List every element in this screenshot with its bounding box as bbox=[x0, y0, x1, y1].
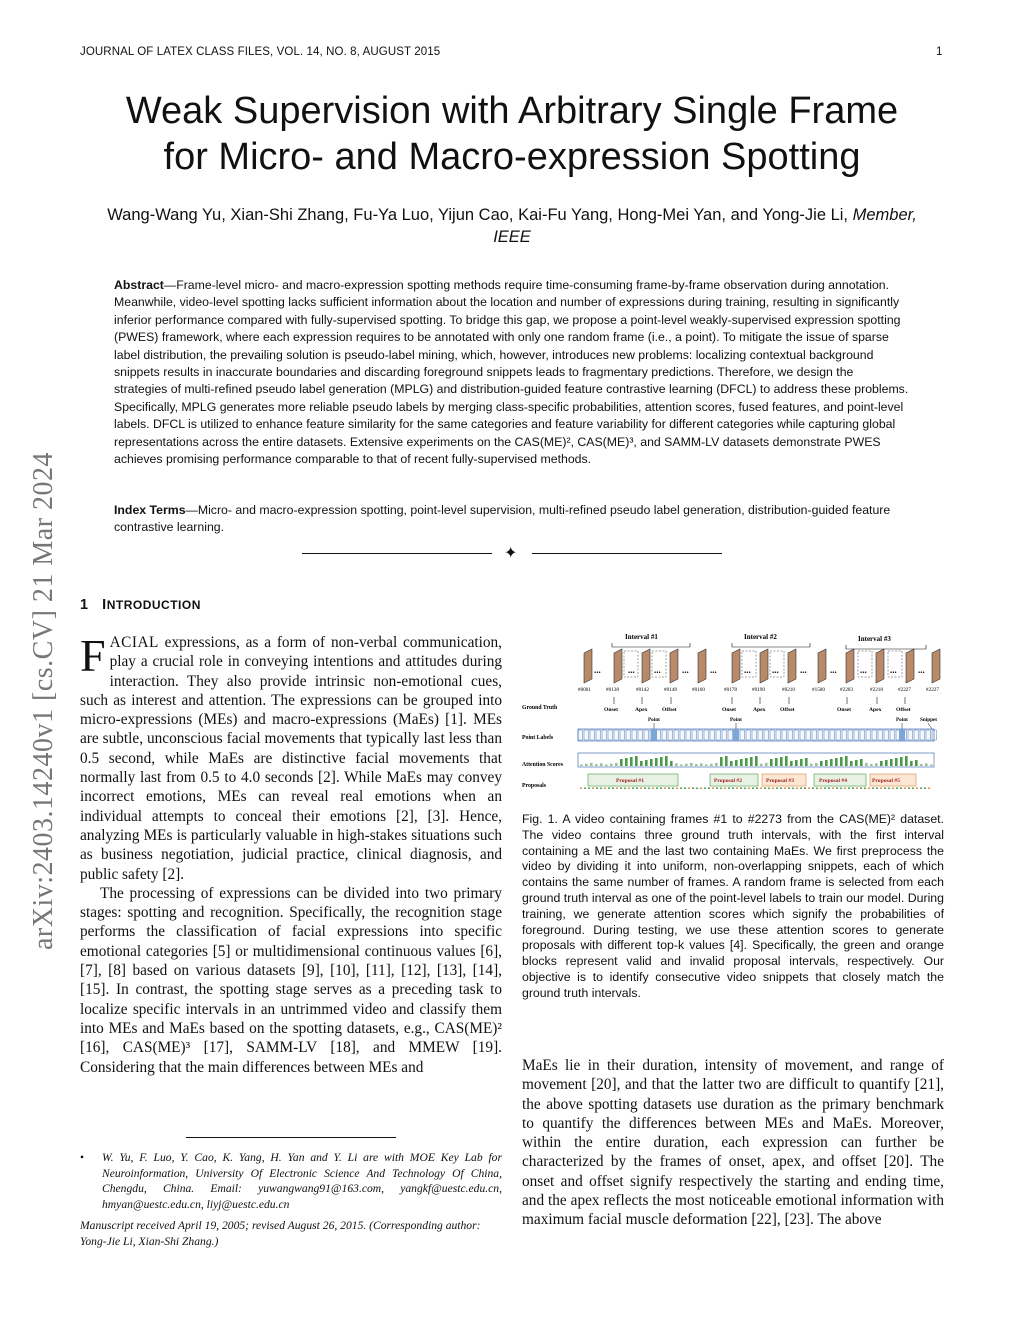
row-label-ground-truth: Ground Truth bbox=[522, 705, 558, 711]
ellipsis-11: ... bbox=[890, 665, 897, 675]
proposal-label-2: Proposal #2 bbox=[714, 778, 743, 784]
frame-id-9: #1500 bbox=[812, 687, 825, 693]
proposal-dot bbox=[732, 788, 734, 789]
proposal-dot bbox=[832, 788, 834, 789]
proposal-dot bbox=[784, 788, 786, 789]
offset-2: Offset bbox=[780, 707, 795, 713]
proposals-row bbox=[580, 774, 930, 789]
point-markers bbox=[648, 717, 937, 723]
proposal-dot bbox=[792, 788, 794, 789]
proposal-dot bbox=[824, 788, 826, 789]
first-word: ACIAL bbox=[109, 634, 159, 651]
proposal-dot bbox=[800, 788, 802, 789]
frame-ids bbox=[578, 687, 939, 693]
attention-bar bbox=[645, 760, 648, 766]
proposal-dots bbox=[580, 788, 930, 789]
footnote-text: W. Yu, F. Luo, Y. Cao, K. Yang, H. Yan and Y. Li are with MOE Key Lab for Neuroinformation, University Of Electronic Science And Technology Of China, Chengdu, China. Email: yuwangwang91@163.com, yangkf@uestc.edu.cn, hmyan@uestc.edu.cn, liyj@uestc.edu.cn bbox=[102, 1151, 502, 1211]
proposal-dot bbox=[708, 788, 710, 789]
row-labels bbox=[522, 705, 564, 789]
proposal-label-5: Proposal #5 bbox=[872, 778, 901, 784]
proposal-dot bbox=[928, 788, 930, 789]
proposal-dot bbox=[636, 788, 638, 789]
attention-bar bbox=[595, 764, 598, 766]
attention-bar bbox=[700, 763, 703, 766]
proposal-dot bbox=[924, 788, 926, 789]
proposal-dot bbox=[844, 788, 846, 789]
attention-bar bbox=[885, 760, 888, 766]
attention-bar bbox=[705, 765, 708, 767]
proposal-dot bbox=[672, 788, 674, 789]
frame-id-5: #0160 bbox=[692, 687, 705, 693]
proposal-dot bbox=[612, 788, 614, 789]
proposal-dot bbox=[752, 788, 754, 789]
attention-bar bbox=[750, 757, 753, 766]
divider-right bbox=[532, 553, 722, 554]
ellipsis-2: ... bbox=[628, 665, 635, 675]
proposal-dot bbox=[604, 788, 606, 789]
figure-caption: Fig. 1. A video containing frames #1 to #2273 from the CAS(ME)² dataset. The video contains three ground truth intervals, with the first interval containing a ME and the last two containing MaEs. We first preprocess the video by dividing it into uniform, non-overlapping snippets, each of which contains the same number of frames. A random frame is selected from each ground truth interval as one of the point-level labels to train our model. During training, we generate attention scores which signify the probabilities of foreground. During testing, we use these attention scores to generate proposals with different top-k values [4]. Specifically, the green and orange blocks represent valid and invalid proposal intervals, respectively. Our objective is to identify consecutive video snippets that closely match the ground truth intervals. bbox=[522, 812, 944, 1000]
proposal-dot bbox=[704, 788, 706, 789]
attention-bar bbox=[915, 760, 918, 766]
proposal-dot bbox=[756, 788, 758, 789]
proposal-dot bbox=[640, 788, 642, 789]
attention-bar bbox=[865, 763, 868, 766]
frame-11 bbox=[876, 649, 884, 683]
offset-1: Offset bbox=[662, 707, 677, 713]
attention-bar bbox=[740, 759, 743, 766]
point-pointers bbox=[654, 723, 932, 729]
proposal-dot bbox=[908, 788, 910, 789]
attention-bar bbox=[825, 760, 828, 766]
title-line-1: Weak Supervision with Arbitrary Single Frame bbox=[125, 90, 899, 132]
attention-bar bbox=[590, 763, 593, 766]
proposal-dot bbox=[840, 788, 842, 789]
frame-2 bbox=[614, 649, 622, 683]
proposal-dot bbox=[632, 788, 634, 789]
frame-id-8: #0210 bbox=[782, 687, 795, 693]
attention-bar bbox=[730, 761, 733, 766]
divider-left bbox=[302, 553, 492, 554]
frame-id-12: #2227 bbox=[898, 687, 911, 693]
attention-bar bbox=[680, 765, 683, 767]
intro-p1-text: expressions, as a form of non-verbal communication, play a crucial role in conveying intentions and attitudes during interaction. They also provide intrinsic non-emotional cues, such as interest and attention. The expressions can be grouped into micro-expressions (MEs) and macro-expressions (MaEs) [1]. MEs are subtle, unconscious facial movements that typically last less than 0.5 second, while MaEs are distinctive facial movements that normally last from 0.5 to 4.0 seconds [2]. While MaEs may convey incorrect emotions, MEs can reveal real emotions when an individual attempts to conceal their emotions [2], [3]. Hence, analyzing MEs is particularly valuable in high-stakes situations such as business negotiation, judicial practice, clinical diagnosis, and public safety [2]. bbox=[80, 634, 502, 883]
frame-id-4: #0148 bbox=[664, 687, 677, 693]
proposal-dot bbox=[608, 788, 610, 789]
attention-bar bbox=[930, 765, 933, 767]
attention-bar bbox=[920, 764, 923, 766]
proposal-dot bbox=[616, 788, 618, 789]
frame-id-3: #0142 bbox=[636, 687, 649, 693]
attention-bar bbox=[735, 760, 738, 766]
author-names: Wang-Wang Yu, Xian-Shi Zhang, Fu-Ya Luo, Yijun Cao, Kai-Fu Yang, Hong-Mei Yan, and Yong-Jie Li, bbox=[107, 206, 849, 224]
point-strip-frame bbox=[578, 729, 934, 741]
affiliation-footnote bbox=[80, 1150, 502, 1212]
attention-bar bbox=[925, 763, 928, 766]
attention-bar bbox=[710, 764, 713, 766]
arxiv-stamp: arXiv:2403.14240v1 [cs.CV] 21 Mar 2024 bbox=[28, 451, 59, 950]
frame-id-1: #0001 bbox=[578, 687, 591, 693]
frame-id-10: #2203 bbox=[840, 687, 853, 693]
bullet-icon: • bbox=[80, 1151, 85, 1164]
proposal-dot bbox=[656, 788, 658, 789]
attention-bar bbox=[790, 761, 793, 766]
ellipsis-6: ... bbox=[744, 665, 751, 675]
frame-strip bbox=[584, 649, 940, 683]
frame-4 bbox=[670, 649, 678, 683]
frame-7 bbox=[760, 649, 768, 683]
bracket-3 bbox=[846, 645, 926, 649]
proposal-dot bbox=[720, 788, 722, 789]
attention-bar bbox=[655, 758, 658, 766]
bracket-2 bbox=[732, 643, 810, 647]
attention-bar bbox=[870, 764, 873, 766]
proposal-dot bbox=[596, 788, 598, 789]
proposal-dot bbox=[688, 788, 690, 789]
proposal-dot bbox=[592, 788, 594, 789]
attention-bar bbox=[755, 756, 758, 766]
attention-bar bbox=[760, 764, 763, 766]
frame-9 bbox=[818, 649, 826, 683]
interval-label-1: Interval #1 bbox=[625, 633, 658, 641]
author-membership: Member, IEEE bbox=[493, 206, 917, 246]
proposal-dot bbox=[780, 788, 782, 789]
apex-3: Apex bbox=[869, 707, 882, 713]
attention-bar bbox=[880, 761, 883, 766]
row-label-attention: Attention Scores bbox=[522, 762, 563, 768]
attention-bar bbox=[855, 760, 858, 766]
figure-1 bbox=[520, 625, 944, 795]
ellipsis-8: ... bbox=[800, 665, 807, 675]
author-list bbox=[90, 204, 934, 248]
proposal-dot bbox=[816, 788, 818, 789]
onset-1: Onset bbox=[604, 707, 618, 713]
row-label-point-labels: Point Labels bbox=[522, 735, 554, 741]
point-mark-2 bbox=[733, 729, 739, 741]
section-heading bbox=[80, 597, 201, 613]
proposal-dot bbox=[652, 788, 654, 789]
attention-bar bbox=[840, 757, 843, 766]
proposal-dot bbox=[724, 788, 726, 789]
proposal-dot bbox=[868, 788, 870, 789]
proposal-dot bbox=[624, 788, 626, 789]
attention-bar bbox=[600, 763, 603, 766]
intro-paragraph-3: MaEs lie in their duration, intensity of movement, and range of movement [20], and that the latter two are difficult to quantify [21], the above spotting datasets use duration as the primary benchmark to quantify the differences between MEs and MaEs. Moreover, within the entire duration, each expression can further be characterized by the frames of onset, apex, and offset [20]. The onset and offset signify respectively the starting and ending time, and the apex reflects the most noticeable emotional information with maximum facial muscle deformation [22], [23]. The above bbox=[522, 1057, 944, 1229]
proposal-dot bbox=[808, 788, 810, 789]
attention-bar bbox=[715, 763, 718, 766]
proposal-dot bbox=[900, 788, 902, 789]
title-line-2: for Micro- and Macro-expression Spotting bbox=[163, 136, 861, 178]
frame-10 bbox=[846, 649, 854, 683]
proposal-dot bbox=[852, 788, 854, 789]
proposal-dot bbox=[804, 788, 806, 789]
proposal-dot bbox=[600, 788, 602, 789]
frame-id-7: #0190 bbox=[752, 687, 765, 693]
proposal-dot bbox=[628, 788, 630, 789]
section-title-cap: I bbox=[102, 597, 107, 613]
attention-bar bbox=[820, 761, 823, 766]
row-label-proposals: Proposals bbox=[522, 783, 547, 789]
drop-cap: F bbox=[80, 630, 106, 681]
ellipsis-5: ... bbox=[710, 665, 717, 675]
attention-bar bbox=[765, 763, 768, 766]
attention-bar bbox=[615, 763, 618, 766]
proposal-dot bbox=[876, 788, 878, 789]
attention-bar bbox=[630, 757, 633, 766]
attention-bar bbox=[875, 763, 878, 766]
point-label-1: Point bbox=[648, 717, 660, 723]
right-column bbox=[522, 1056, 944, 1230]
proposal-dot bbox=[836, 788, 838, 789]
proposal-dot bbox=[588, 788, 590, 789]
proposal-dot bbox=[700, 788, 702, 789]
attention-bar bbox=[860, 759, 863, 766]
frame-id-13: #2227 bbox=[926, 687, 939, 693]
point-mark-3 bbox=[899, 729, 905, 741]
attention-bar bbox=[745, 758, 748, 766]
proposal-dot bbox=[736, 788, 738, 789]
attention-bar bbox=[675, 763, 678, 766]
point-label-2: Point bbox=[730, 717, 742, 723]
attention-bar bbox=[580, 765, 583, 767]
ellipsis-10: ... bbox=[860, 665, 867, 675]
proposal-dot bbox=[644, 788, 646, 789]
abstract: Abstract—Frame-level micro- and macro-expression spotting methods require time-consuming frame-by-frame observation during annotation. Meanwhile, video-level spotting lacks sufficient information about the location and number of expressions during training, resulting in significantly inferior performance compared with fully-supervised spotting. To bridge this gap, we propose a point-level weakly-supervised expression spotting (PWES) framework, where each expression requires to be annotated with only one random frame (i.e., a point). To mitigate the issue of sparse label distribution, the prevailing solution is pseudo-label mining, which, however, introduces new problems: localizing contextual background snippets results in inaccurate boundaries and discarding foreground snippets leads to fragmentary predictions. Therefore, we design the strategies of multi-refined pseudo label generation (MPLG) and distribution-guided feature contrastive learning (DFCL) to address these problems. Specifically, MPLG generates more reliable pseudo labels by merging class-specific probabilities, attention scores, fused features, and point-level labels. DFCL is utilized to enhance feature similarity for the same categories and feature variability for different categories while capturing global representations across the entire datasets. Extensive experiments on the CAS(ME)², CAS(ME)³, and SAMM-LV datasets demonstrate PWES achieves promising performance comparable to that of recent fully-supervised methods. bbox=[114, 278, 909, 467]
proposal-dot bbox=[668, 788, 670, 789]
proposal-dot bbox=[776, 788, 778, 789]
proposal-dot bbox=[696, 788, 698, 789]
proposal-dot bbox=[684, 788, 686, 789]
abstract-text: Frame-level micro- and macro-expression spotting methods require time-consuming frame-by-frame observation during annotation. Meanwhile, video-level spotting lacks sufficient information about the location and number of expressions during training, resulting in significantly inferior performance compared with fully-supervised spotting. To bridge this gap, we propose a point-level weakly-supervised expression spotting (PWES) framework, where each expression requires to be annotated with only one random frame (i.e., a point). To mitigate the issue of sparse label distribution, the prevailing solution is pseudo-label mining, which, however, introduces new problems: localizing contextual background snippets results in inaccurate boundaries and discarding foreground snippets leads to fragmentary predictions. Therefore, we design the strategies of multi-refined pseudo label generation (MPLG) and distribution-guided feature contrastive learning (DFCL) to address these problems. Specifically, MPLG generates more reliable pseudo labels by merging class-specific probabilities, attention scores, fused features, and point-level labels. DFCL is utilized to enhance feature similarity for the same categories and feature variability for different categories while capturing global representations across the entire datasets. Extensive experiments on the CAS(ME)², CAS(ME)³, and SAMM-LV datasets demonstrate PWES achieves promising performance comparable to that of recent fully-supervised methods. bbox=[114, 278, 909, 467]
attention-bar bbox=[900, 757, 903, 766]
attention-bar bbox=[890, 759, 893, 766]
proposal-dot bbox=[748, 788, 750, 789]
attention-bar bbox=[620, 759, 623, 766]
point-mark-1 bbox=[651, 729, 657, 741]
frame-5 bbox=[698, 649, 706, 683]
proposal-dot bbox=[828, 788, 830, 789]
proposal-dot bbox=[760, 788, 762, 789]
proposal-label-3: Proposal #3 bbox=[766, 778, 795, 784]
keyframe-arrows bbox=[614, 697, 905, 704]
attention-bar bbox=[830, 759, 833, 766]
proposal-dot bbox=[648, 788, 650, 789]
attention-bar bbox=[775, 758, 778, 766]
attention-bar bbox=[845, 756, 848, 766]
proposal-dot bbox=[860, 788, 862, 789]
proposal-dot bbox=[692, 788, 694, 789]
proposal-dot bbox=[712, 788, 714, 789]
attention-bar bbox=[725, 756, 728, 766]
attention-bar bbox=[780, 757, 783, 766]
point-label-strip bbox=[578, 729, 936, 741]
proposal-dot bbox=[880, 788, 882, 789]
proposal-dot bbox=[584, 788, 586, 789]
frame-id-11: #2218 bbox=[870, 687, 883, 693]
proposal-label-1: Proposal #1 bbox=[616, 778, 645, 784]
frame-id-2: #0138 bbox=[606, 687, 619, 693]
proposal-dot bbox=[740, 788, 742, 789]
intro-paragraph-1 bbox=[80, 630, 502, 884]
left-column bbox=[80, 630, 502, 1077]
running-header: JOURNAL OF LATEX CLASS FILES, VOL. 14, NO. 8, AUGUST 2015 bbox=[80, 46, 441, 58]
keyframe-labels bbox=[604, 707, 911, 713]
interval-brackets bbox=[612, 643, 926, 649]
onset-3: Onset bbox=[837, 707, 851, 713]
frame-6 bbox=[732, 649, 740, 683]
attention-bar bbox=[635, 756, 638, 766]
proposal-dot bbox=[912, 788, 914, 789]
attention-bar bbox=[910, 761, 913, 766]
attention-bar bbox=[625, 758, 628, 766]
pointer-4 bbox=[928, 723, 932, 729]
ellipsis-12: ... bbox=[918, 665, 925, 675]
proposal-dot bbox=[768, 788, 770, 789]
paper-title bbox=[60, 88, 964, 180]
proposal-dot bbox=[872, 788, 874, 789]
proposal-dot bbox=[884, 788, 886, 789]
proposal-dot bbox=[788, 788, 790, 789]
proposal-dot bbox=[664, 788, 666, 789]
attention-bar bbox=[835, 758, 838, 766]
interval-label-3: Interval #3 bbox=[858, 635, 891, 643]
proposal-dot bbox=[916, 788, 918, 789]
offset-3: Offset bbox=[896, 707, 911, 713]
frame-12 bbox=[906, 649, 914, 683]
proposal-dot bbox=[856, 788, 858, 789]
attention-bar bbox=[650, 759, 653, 766]
proposal-dot bbox=[728, 788, 730, 789]
footnote-rule bbox=[186, 1137, 396, 1138]
proposal-dot bbox=[796, 788, 798, 789]
attention-bar bbox=[810, 764, 813, 766]
point-label-3: Point bbox=[896, 717, 908, 723]
ellipsis-7: ... bbox=[772, 665, 779, 675]
proposal-label-4: Proposal #4 bbox=[819, 778, 848, 784]
attention-bar bbox=[905, 756, 908, 766]
page-number: 1 bbox=[936, 46, 943, 58]
attention-bar bbox=[685, 764, 688, 766]
proposal-dot bbox=[764, 788, 766, 789]
section-number: 1 bbox=[80, 597, 89, 613]
attention-bar bbox=[695, 764, 698, 766]
proposal-dot bbox=[920, 788, 922, 789]
frame-8 bbox=[788, 649, 796, 683]
frame-id-6: #0178 bbox=[724, 687, 737, 693]
onset-2: Onset bbox=[722, 707, 736, 713]
index-terms-label: Index Terms bbox=[114, 503, 186, 517]
attention-bar bbox=[640, 761, 643, 766]
proposal-dot bbox=[896, 788, 898, 789]
abstract-label: Abstract bbox=[114, 278, 164, 292]
attention-bar bbox=[815, 763, 818, 766]
proposal-dot bbox=[676, 788, 678, 789]
attention-bar bbox=[660, 757, 663, 766]
apex-1: Apex bbox=[635, 707, 648, 713]
attention-bar bbox=[770, 759, 773, 766]
attention-bar bbox=[805, 758, 808, 766]
index-terms-text: Micro- and macro-expression spotting, point-level supervision, multi-refined pseudo label generation, distribution-guided feature contrastive learning. bbox=[114, 503, 891, 535]
ellipsis-9: ... bbox=[830, 665, 837, 675]
attention-bar bbox=[800, 759, 803, 766]
section-title-rest: NTRODUCTION bbox=[106, 598, 201, 612]
attention-bar bbox=[795, 760, 798, 766]
attention-bar bbox=[690, 763, 693, 766]
attention-bar bbox=[895, 758, 898, 766]
interval-label-2: Interval #2 bbox=[744, 633, 777, 641]
bracket-1 bbox=[612, 643, 690, 647]
proposal-dot bbox=[848, 788, 850, 789]
proposal-dot bbox=[812, 788, 814, 789]
attention-bar bbox=[670, 761, 673, 766]
proposal-dot bbox=[680, 788, 682, 789]
attention-bar bbox=[850, 761, 853, 766]
attention-bar bbox=[785, 756, 788, 766]
ellipsis-3: ... bbox=[654, 665, 661, 675]
proposal-dot bbox=[660, 788, 662, 789]
attention-bar bbox=[585, 764, 588, 766]
intro-paragraph-2: The processing of expressions can be divided into two primary stages: spotting and recognition. Specifically, the recognition stage performs the classification of facial expressions into specific emotional categories [5] or multidimensional continuous values [6], [7], [8] based on various datasets [9], [10], [11], [12], [13], [14], [15]. In contrast, the spotting stage serves as a preceding task to localize specific intervals in an untrimmed video and classify them into MEs and MaEs based on the spotting datasets, e.g., CAS(ME)² [16], CAS(ME)³ [17], SAMM-LV [18], and MMEW [19]. Considering that the main differences between MEs and bbox=[80, 884, 502, 1076]
snippet-label: Snippet bbox=[920, 717, 938, 723]
ellipsis-4: ... bbox=[682, 665, 689, 675]
proposal-dot bbox=[772, 788, 774, 789]
manuscript-note: Manuscript received April 19, 2005; revised August 26, 2015. (Corresponding author: Yong-Jie Li, Xian-Shi Zhang.) bbox=[80, 1219, 481, 1248]
proposal-dot bbox=[716, 788, 718, 789]
attention-bar bbox=[665, 756, 668, 766]
proposal-dot bbox=[892, 788, 894, 789]
proposal-dot bbox=[888, 788, 890, 789]
proposal-dot bbox=[904, 788, 906, 789]
proposal-dot bbox=[620, 788, 622, 789]
frame-1 bbox=[584, 649, 592, 683]
divider-diamond-icon: ✦ bbox=[504, 543, 518, 562]
proposal-dot bbox=[864, 788, 866, 789]
attention-bar bbox=[610, 764, 613, 766]
ellipsis-1: ... bbox=[594, 665, 601, 675]
proposal-dot bbox=[744, 788, 746, 789]
attention-bar bbox=[720, 757, 723, 766]
proposal-dot bbox=[820, 788, 822, 789]
attention-bar bbox=[605, 765, 608, 767]
attention-strip bbox=[578, 753, 934, 767]
apex-2: Apex bbox=[753, 707, 766, 713]
index-terms: Index Terms—Micro- and macro-expression spotting, point-level supervision, multi-refined pseudo label generation, distribution-guided feature contrastive learning. bbox=[114, 503, 891, 535]
frame-3 bbox=[642, 649, 650, 683]
frame-13 bbox=[932, 649, 940, 683]
proposal-dot bbox=[580, 788, 582, 789]
